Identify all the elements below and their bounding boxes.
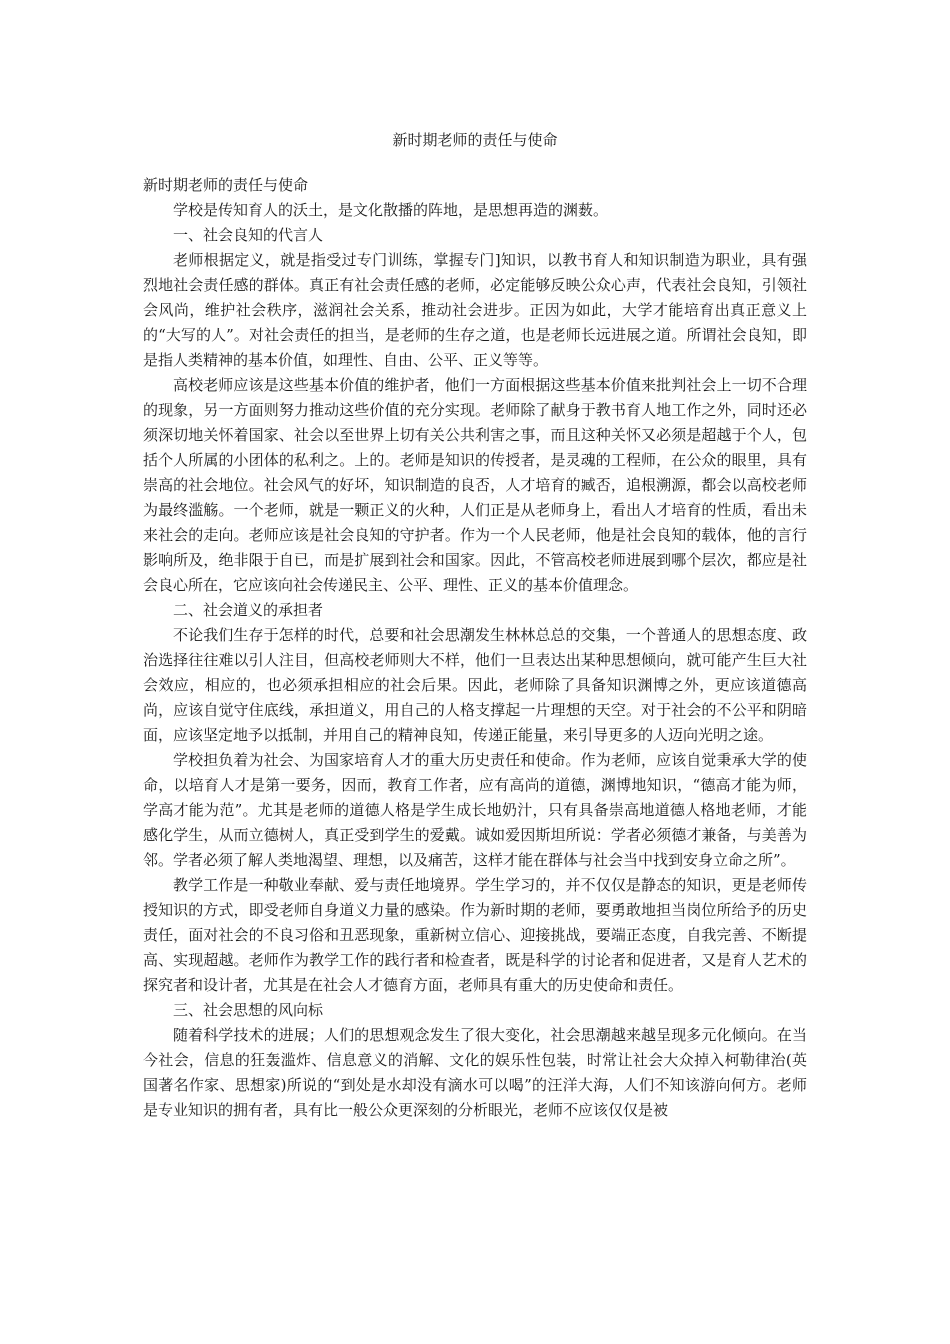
section-heading-3: 三、社会思想的风向标 — [173, 1001, 324, 1019]
body-subtitle: 新时期老师的责任与使命 — [143, 176, 309, 194]
body-paragraph: 不论我们生存于怎样的时代，总要和社会思潮发生林林总总的交集，一个普通人的思想态度、政治选择往往难以引人注目，但高校老师则大不样，他们一旦表达出某种思想倾向，就可能产生巨大社会效应，相应的，也必须承担相应的社会后果。因此，老师除了具备知识渊博之外，更应该道德高尚，应该自觉守住底线，承担道义，用自己的人格支撑起一片理想的天空。对于社会的不公平和阴暗面，应该坚定地予以抵制，并用自己的精神良知，传递正能量，来引导更多的人迈向光明之途。 — [143, 626, 807, 744]
body-paragraph: 随着科学技术的进展；人们的思想观念发生了很大变化，社会思潮越来越呈现多元化倾向。在当今社会，信息的狂轰滥炸、信息意义的消解、文化的娱乐性包装，时常让社会大众掉入柯勒律治(英国著名作家、思想家)所说的“到处是水却没有滴水可以喝”的汪洋大海，人们不知该游向何方。老师是专业知识的拥有者，具有比一般公众更深刻的分析眼光，老师不应该仅仅是被 — [143, 1026, 807, 1119]
intro-paragraph: 学校是传知育人的沃土，是文化散播的阵地，是思想再造的渊薮。 — [173, 201, 609, 219]
section-heading-2: 二、社会道义的承担者 — [173, 601, 324, 619]
body-paragraph: 老师根据定义，就是指受过专门训练，掌握专门]知识，以教书育人和知识制造为职业，具有强烈地社会责任感的群体。真正有社会责任感的老师，必定能够反映公众心声，代表社会良知，引领社会风尚，维护社会秩序，滋润社会关系，推动社会进步。正因为如此，大学才能培育出真正意义上的“大写的人”。对社会责任的担当，是老师的生存之道，也是老师长远进展之道。所谓社会良知，即是指人类精神的基本价值，如理性、自由、公平、正义等等。 — [143, 251, 807, 369]
document-body — [143, 173, 807, 1123]
body-paragraph: 高校老师应该是这些基本价值的维护者，他们一方面根据这些基本价值来批判社会上一切不合理的现象，另一方面则努力推动这些价值的充分实现。老师除了献身于教书育人地工作之外，同时还必须深切地关怀着国家、社会以至世界上切有关公共利害之事，而且这种关怀又必须是超越于个人，包括个人所属的小团体的私利之。上的。老师是知识的传授者，是灵魂的工程师，在公众的眼里，具有崇高的社会地位。社会风气的好坏，知识制造的良否，人才培育的臧否，追根溯源，都会以高校老师为最终滥觞。一个老师，就是一颗正义的火种，人们正是从老师身上，看出人才培育的性质，看出未来社会的走向。老师应该是社会良知的守护者。作为一个人民老师，他是社会良知的载体，他的言行影响所及，绝非限于自已，而是扩展到社会和国家。因此，不管高校老师进展到哪个层次，都应是社会良心所在，它应该向社会传递民主、公平、理性、正义的基本价值理念。 — [143, 376, 807, 594]
body-paragraph: 教学工作是一种敬业奉献、爱与责任地境界。学生学习的，并不仅仅是静态的知识，更是老师传授知识的方式，即受老师自身道义力量的感染。作为新时期的老师，要勇敢地担当岗位所给予的历史责任，面对社会的不良习俗和丑恶现象，重新树立信心、迎接挑战，要端正态度，自我完善、不断提高、实现超越。老师作为教学工作的践行者和检查者，既是科学的讨论者和促进者，又是育人艺术的探究者和设计者，尤其是在社会人才德育方面，老师具有重大的历史使命和责任。 — [143, 876, 807, 994]
section-heading-1: 一、社会良知的代言人 — [173, 226, 324, 244]
body-paragraph: 学校担负着为社会、为国家培育人才的重大历史责任和使命。作为老师，应该自觉秉承大学的使命，以培育人才是第一要务，因而，教育工作者，应有高尚的道德，渊博地知识，“德高才能为师，学高才能为范”。尤其是老师的道德人格是学生成长地奶汁，只有具备崇高地道德人格地老师，才能感化学生，从而立德树人，真正受到学生的爱戴。诚如爱因斯坦所说：学者必须德才兼备，与美善为邻。学者必须了解人类地渴望、理想，以及痛苦，这样才能在群体与社会当中找到安身立命之所”。 — [143, 751, 807, 869]
document-title: 新时期老师的责任与使命 — [392, 131, 558, 149]
